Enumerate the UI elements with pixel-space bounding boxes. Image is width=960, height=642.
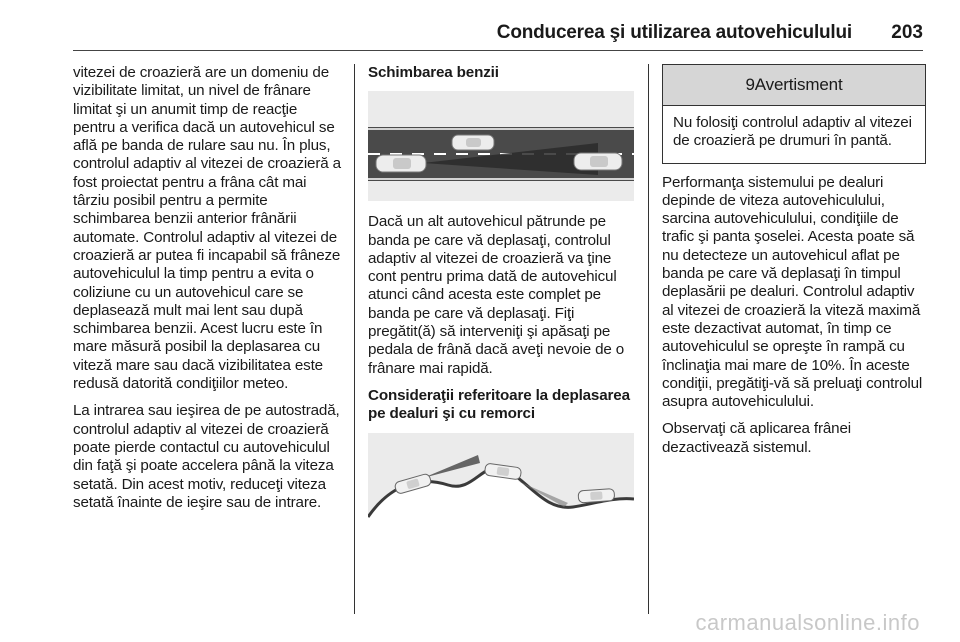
header-rule <box>73 50 923 51</box>
warning-text: Nu folosiţi controlul adaptiv al vitezei de croazieră pe drumuri în pantă. <box>673 114 912 150</box>
paragraph: vitezei de croazieră are un domeniu de vizibilitate limitat, un nivel de frânare limitat şi un anumit timp de reacţie pentru a verifica dacă un autovehicul se află pe banda de rulare sau nu. În plus, controlul adaptiv al vitezei de croazieră a fost proiectat pentru a frâna cât mai târziu posibil pentru a permite schimbarea benzii anterior frânării automate. Controlul adaptiv al vitezei de croazieră ar putea fi incapabil să frâneze autovehiculul la timp pentru a evita o coliziune cu un autovehicul care se deplasează mult mai lent sau după schimbarea benzii. Acest lucru este în mare măsură posibil la deplasarea cu viteză mare sau dacă vizibilitatea este redusă datorită condiţiilor meteo. <box>73 64 341 393</box>
warning-header <box>663 65 925 106</box>
warning-title: Avertisment <box>754 75 843 94</box>
column-left <box>73 64 341 521</box>
warning-triangle-icon: 9 <box>745 75 755 94</box>
cutting-in-car <box>452 135 494 150</box>
section-heading-hills-trailers: Consideraţii referitoare la deplasarea pe dealuri şi cu remorci <box>368 386 630 423</box>
hills-illustration <box>368 433 634 541</box>
car-ahead <box>574 153 622 170</box>
page-header <box>0 0 960 52</box>
column-divider-right <box>648 64 649 614</box>
lane-change-illustration <box>368 91 634 201</box>
own-car <box>376 155 426 172</box>
paragraph: La intrarea sau ieşirea de pe autostradă, controlul adaptiv al vitezei de croazieră poate pierde contactul cu autovehiculul din faţă şi poate accelera până la viteza setată. Din acest motiv, reduceţi viteza setată înainte de ieşire sau de intrare. <box>73 402 340 511</box>
car-in-valley <box>578 488 615 502</box>
column-divider-left <box>354 64 355 614</box>
watermark: carmanualsonline.info <box>695 610 920 635</box>
paragraph: Performanţa sistemului pe dealuri depinde de viteza autovehiculului, sarcina autovehiculului, condiţiile de trafic şi panta şoselei. Acesta poate să nu detecteze un autovehicul aflat pe banda pe care vă deplasaţi în timpul deplasării pe dealuri. Controlul adaptiv al vitezei de croazieră la viteză maximă este dezactivat automat, în timp ce autovehiculul se opreşte în rampă cu înclinaţia mai mare de 10%. În aceste condiţii, pregătiţi-vă să preluaţi controlul asupra autovehiculului. <box>662 173 923 411</box>
paragraph: Observaţi că aplicarea frânei dezactivează sistemul. <box>662 420 851 456</box>
hills-figure-svg <box>368 433 634 541</box>
column-right <box>662 64 926 466</box>
paragraph: Dacă un alt autovehicul pătrunde pe banda pe care vă deplasaţi, controlul adaptiv al vitezei de croazieră va ţine cont pentru prima dată de autovehicul atunci când acesta este complet pe banda pe care vă deplasaţi. Fiţi pregătit(ă) să interveniţi şi apăsaţi pe pedala de frână dacă aveţi nevoie de o frânare mai rapidă. <box>368 213 625 377</box>
column-middle <box>368 64 634 553</box>
section-heading-lane-change: Schimbarea benzii <box>368 64 499 81</box>
running-title: Conducerea şi utilizarea autovehiculului <box>496 22 852 43</box>
page-number: 203 <box>891 22 923 43</box>
lane-change-figure-svg <box>368 91 634 201</box>
warning-box <box>662 64 926 164</box>
